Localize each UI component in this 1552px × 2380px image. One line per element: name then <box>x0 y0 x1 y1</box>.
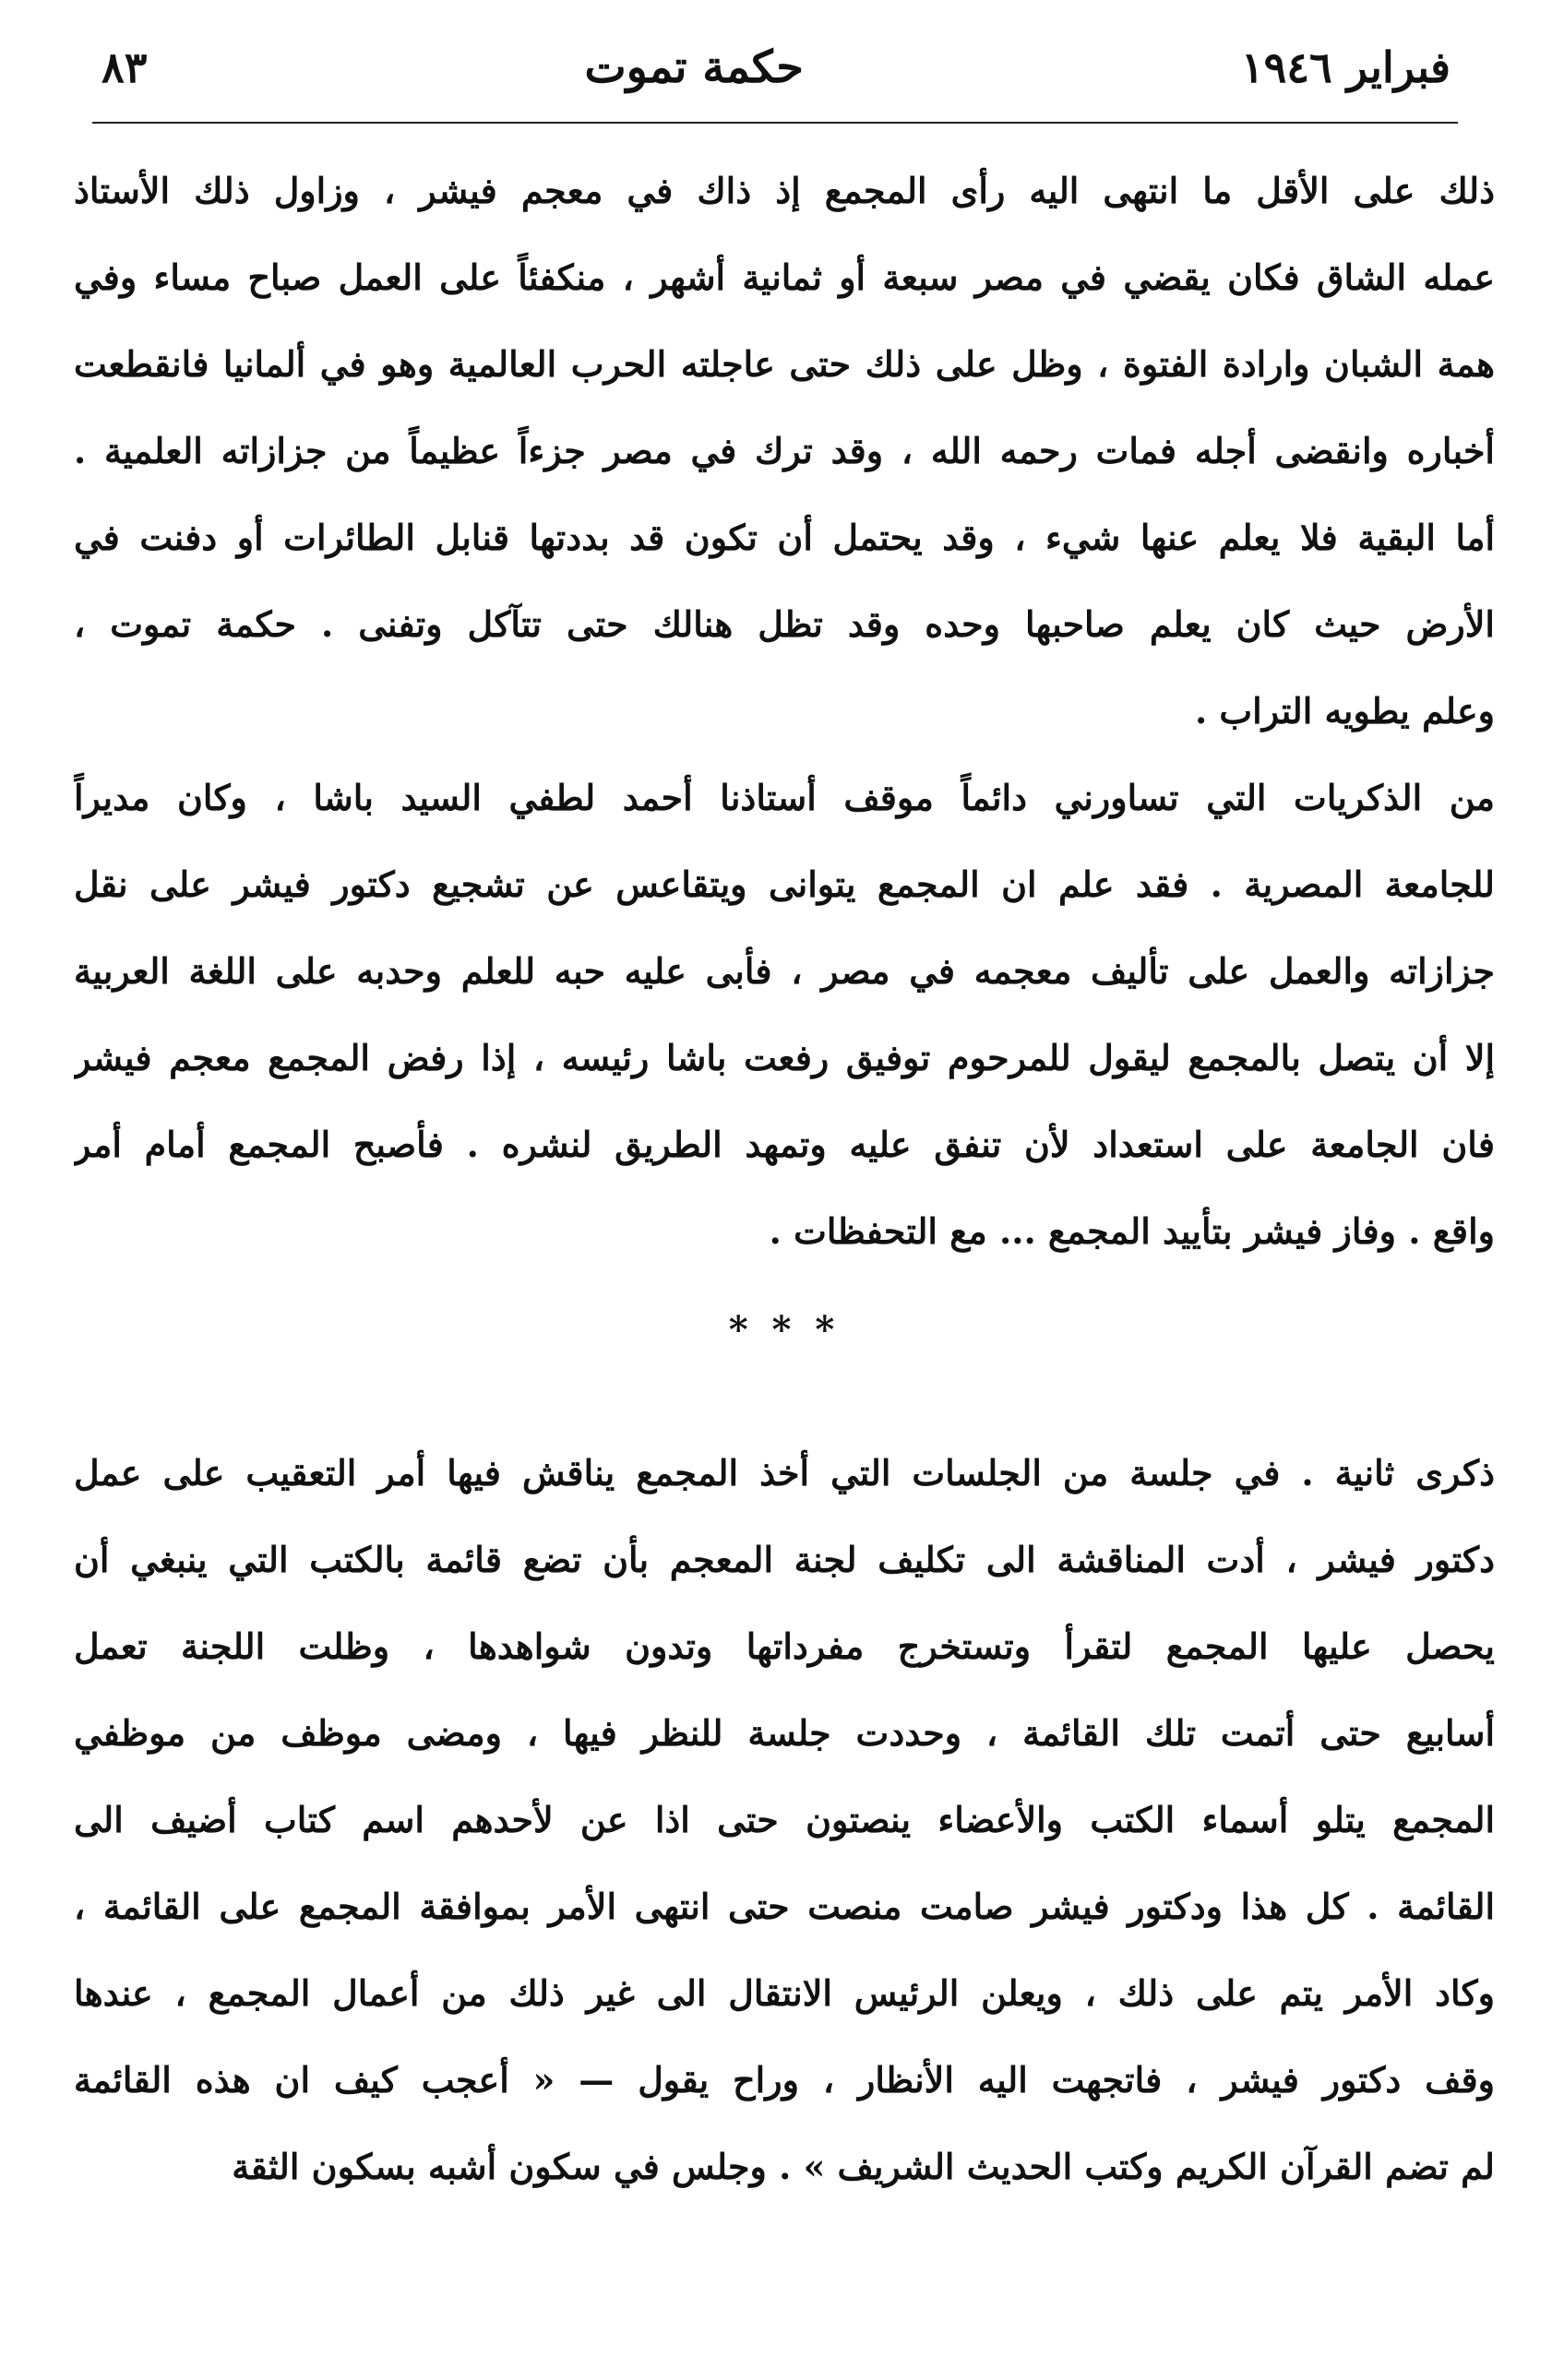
text-line: فان الجامعة على استعداد لأن تنفق عليه وتمهد الطريق لنشره . فأصبح المجمع أمام أمر <box>74 1124 1495 1165</box>
text-line: أما البقية فلا يعلم عنها شيء ، وقد يحتمل أن تكون قد بددتها قنابل الطائرات أو دفنت في <box>74 517 1495 558</box>
body-text <box>74 148 1495 2210</box>
text-line: من الذكريات التي تساورني دائماً موقف أستاذنا أحمد لطفي السيد باشا ، وكان مديراً <box>74 777 1495 818</box>
text-line: ذلك على الأقل ما انتهى اليه رأى المجمع إذ ذاك في معجم فيشر ، وزاول ذلك الأستاذ <box>74 170 1495 211</box>
text-line: وقف دكتور فيشر ، فاتجهت اليه الأنظار ، وراح يقول — « أعجب كيف ان هذه القائمة <box>74 2059 1495 2100</box>
text-line: المجمع يتلو أسماء الكتب والأعضاء ينصتون حتى اذا عن لأحدهم اسم كتاب أضيف الى <box>74 1799 1495 1840</box>
page-number: ٨٣ <box>101 42 148 92</box>
text-line: للجامعة المصرية . فقد علم ان المجمع يتوانى ويتقاعس عن تشجيع دكتور فيشر على نقل <box>74 863 1495 905</box>
text-line: جزازاته والعمل على تأليف معجمه في مصر ، فأبى عليه حبه للعلم وحدبه على اللغة العربية <box>74 950 1495 992</box>
text-line: ذكرى ثانية . في جلسة من الجلسات التي أخذ المجمع يناقش فيها أمر التعقيب على عمل <box>74 1452 1495 1493</box>
text-line: أخباره وانقضى أجله فمات رحمه الله ، وقد ترك في مصر جزءاً عظيماً من جزازاته العلمية . <box>74 430 1495 471</box>
header-rule <box>92 122 1458 124</box>
running-head <box>101 35 1451 100</box>
text-line: أسابيع حتى أتمت تلك القائمة ، وحددت جلسة للنظر فيها ، ومضى موظف من موظفي <box>74 1712 1495 1754</box>
header-title: حكمة تموت <box>584 42 804 93</box>
text-line: همة الشبان وارادة الفتوة ، وظل على ذلك حتى عاجلته الحرب العالمية وهو في ألمانيا فانقطعت <box>74 343 1495 385</box>
text-line: الأرض حيث كان يعلم صاحبها وحده وقد تظل هنالك حتى تتآكل وتفنى . حكمة تموت ، <box>74 603 1495 645</box>
paragraph-1 <box>74 148 1495 755</box>
section-separator: * * * <box>728 1308 841 1351</box>
text-line: إلا أن يتصل بالمجمع ليقول للمرحوم توفيق رفعت باشا رئيسه ، إذا رفض المجمع معجم فيشر <box>74 1037 1495 1078</box>
text-line: وعلم يطويه التراب . <box>1194 690 1495 732</box>
text-line: عمله الشاق فكان يقضي في مصر سبعة أو ثمانية أشهر ، منكفئاً على العمل صباح مساء وفي <box>74 256 1495 298</box>
text-line: وكاد الأمر يتم على ذلك ، ويعلن الرئيس الانتقال الى غير ذلك من أعمال المجمع ، عندها <box>74 1972 1495 2014</box>
paragraph-3 <box>74 1430 1495 2210</box>
text-line: واقع . وفاز فيشر بتأييد المجمع ... مع التحفظات . <box>769 1210 1495 1252</box>
header-date: فبراير ١٩٤٦ <box>1240 42 1451 92</box>
paragraph-2 <box>74 755 1495 1275</box>
text-line: دكتور فيشر ، أدت المناقشة الى تكليف لجنة المعجم بأن تضع قائمة بالكتب التي ينبغي أن <box>74 1539 1495 1580</box>
text-line: يحصل عليها المجمع لتقرأ وتستخرج مفرداتها وتدون شواهدها ، وظلت اللجنة تعمل <box>74 1625 1495 1667</box>
text-line: القائمة . كل هذا ودكتور فيشر صامت منصت حتى انتهى الأمر بموافقة المجمع على القائمة ، <box>74 1886 1495 1927</box>
text-line: لم تضم القرآن الكريم وكتب الحديث الشريف » . وجلس في سكون أشبه بسكون الثقة <box>232 2146 1495 2187</box>
